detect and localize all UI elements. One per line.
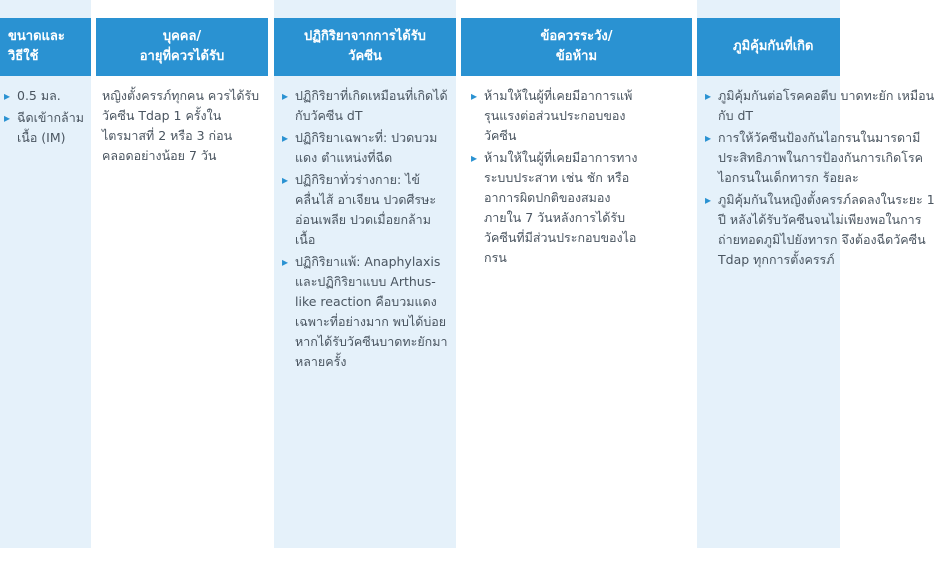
body-dose bbox=[0, 82, 91, 548]
reaction-item: ▸ ปฏิกิริยาแพ้: Anaphylaxis และปฏิกิริยาแบบ Arthus-like reaction คือบวมแดงเฉพาะที่อย่างมาก พบได้บ่อย หากได้รับวัคซีนบาดทะยักมาหลายครั้ง bbox=[282, 252, 450, 372]
header-precautions-line-2: ข้อห้าม bbox=[555, 49, 598, 64]
reaction-item: ▸ ปฏิกิริยาเฉพาะที่: ปวดบวม แดง ตำแหน่งที่ฉีด bbox=[282, 128, 450, 168]
recipients-text: หญิงตั้งครรภ์ทุกคน ควรได้รับวัคซีน Tdap 1 ครั้งในไตรมาสที่ 2 หรือ 3 ก่อนคลอดอย่างน้อย 7 วัน bbox=[102, 88, 260, 163]
precaution-item: ▸ ห้ามให้ในผู้ที่เคยมีอาการแพ้รุนแรงต่อส่วนประกอบของวัคซีน bbox=[471, 86, 644, 146]
header-dose bbox=[0, 18, 91, 76]
dose-item: ▸ ฉีดเข้ากล้ามเนื้อ (IM) bbox=[4, 108, 85, 148]
header-precautions-line-1: ข้อควรระวัง/ bbox=[540, 29, 613, 44]
reaction-item: ▸ ปฏิกิริยาทั่วร่างกาย: ไข้ คลื่นไส้ อาเจียน ปวดศีรษะ อ่อนเพลีย ปวดเมื่อยกล้ามเนื้อ bbox=[282, 170, 450, 250]
header-precautions bbox=[461, 18, 692, 76]
precaution-item: ▸ ห้ามให้ในผู้ที่เคยมีอาการทางระบบประสาท เช่น ชัก หรืออาการผิดปกติของสมองภายใน 7 วันหลังการได้รับวัคซีนที่มีส่วนประกอบของไอกรน bbox=[471, 148, 644, 268]
column-immunity bbox=[697, 0, 935, 548]
header-dose-line-1: ขนาดและ bbox=[8, 29, 65, 44]
header-recipients-line-1: บุคคล/ bbox=[162, 29, 202, 44]
body-precautions bbox=[461, 82, 692, 548]
column-precautions bbox=[461, 0, 692, 548]
body-immunity bbox=[697, 82, 935, 548]
immunity-item: ▸ ภูมิคุ้มกันต่อโรคคอตีบ บาดทะยัก เหมือนกับ dT bbox=[705, 86, 935, 126]
header-immunity bbox=[697, 18, 840, 76]
header-recipients bbox=[96, 18, 268, 76]
header-immunity-line-1: ภูมิคุ้มกันที่เกิด bbox=[733, 39, 814, 54]
column-dose bbox=[0, 0, 91, 548]
header-recipients-line-2: อายุที่ควรได้รับ bbox=[139, 49, 225, 64]
header-dose-line-2: วิธีใช้ bbox=[8, 49, 39, 64]
header-reactions-line-1: ปฏิกิริยาจากการได้รับ bbox=[304, 29, 426, 44]
header-reactions-line-2: วัคซีน bbox=[348, 49, 382, 64]
immunity-item: ▸ ภูมิคุ้มกันในหญิงตั้งครรภ์ลดลงในระยะ 1 ปี หลังได้รับวัคซีนจนไม่เพียงพอในการถ่ายทอดภูมิไปยังทารก จึงต้องฉีดวัคซีน Tdap ทุกการตั้งครรภ์ bbox=[705, 190, 935, 270]
reaction-item: ▸ ปฏิกิริยาที่เกิดเหมือนที่เกิดได้กับวัคซีน dT bbox=[282, 86, 450, 126]
header-reactions bbox=[274, 18, 456, 76]
column-recipients bbox=[96, 0, 268, 548]
body-reactions bbox=[274, 82, 456, 548]
column-reactions bbox=[274, 0, 456, 548]
immunity-item: ▸ การให้วัคซีนป้องกันไอกรนในมารดามีประสิทธิภาพในการป้องกันการเกิดโรคไอกรนในเด็กทารก ร้อยละ bbox=[705, 128, 935, 188]
dose-item: ▸ 0.5 มล. bbox=[4, 86, 85, 106]
body-recipients bbox=[96, 82, 268, 548]
